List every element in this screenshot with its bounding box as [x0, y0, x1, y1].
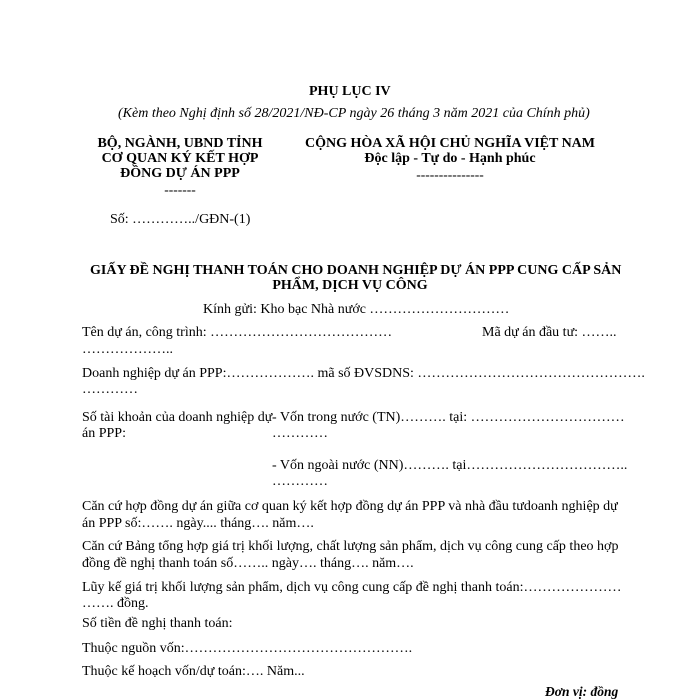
currency-unit: Đơn vị: đồng: [545, 684, 619, 699]
contract-basis-line1: Căn cứ hợp đồng dự án giữa cơ quan ký kết hợp đồng dự án PPP và nhà đầu tưdoanh nghiệp dự: [82, 499, 618, 514]
account-label-cont: án PPP:: [82, 426, 126, 441]
project-code-field: Mã dự án đầu tư: ……..: [482, 325, 617, 340]
account-label: Số tài khoản của doanh nghiệp dự: [82, 410, 273, 425]
capital-source-field: Thuộc nguồn vốn:………………………………………….: [82, 641, 413, 656]
right-divider: ---------------: [416, 167, 484, 182]
project-code-continuation: ………………..: [82, 342, 173, 357]
addressee: Kính gửi: Kho bạc Nhà nước …………………………: [203, 302, 510, 317]
domestic-capital-continuation: …………: [272, 426, 328, 441]
nation-title: CỘNG HÒA XÃ HỘI CHỦ NGHĨA VIỆT NAM: [304, 136, 595, 151]
cumulative-value-line2: ……. đồng.: [82, 596, 149, 611]
contract-basis-line2: án PPP số:……. ngày.... tháng…. năm….: [82, 516, 314, 531]
nation-motto: Độc lập - Tự do - Hạnh phúc: [364, 151, 536, 166]
cumulative-value-line1: Lũy kế giá trị khối lượng sản phẩm, dịch vụ công cung cấp đề nghị thanh toán:…………………: [82, 580, 622, 595]
document-title-line2: PHẨM, DỊCH VỤ CÔNG: [272, 278, 428, 293]
document-title-line1: GIẤY ĐỀ NGHỊ THANH TOÁN CHO DOANH NGHIỆP DỰ ÁN PPP CUNG CẤP SẢN: [90, 263, 622, 278]
document-number: Số: …………../GĐN-(1): [110, 212, 251, 227]
left-divider: -------: [164, 182, 196, 197]
foreign-capital-field: - Vốn ngoài nước (NN)………. tại……………………………..: [272, 458, 628, 473]
company-continuation: …………: [82, 382, 138, 397]
ministry-line: BỘ, NGÀNH, UBND TỈNH: [97, 136, 263, 151]
project-name-field: Tên dự án, công trình: …………………………………: [82, 325, 393, 340]
foreign-capital-continuation: …………: [272, 474, 328, 489]
contract-line: ĐỒNG DỰ ÁN PPP: [120, 166, 240, 181]
summary-basis-line1: Căn cứ Bảng tổng hợp giá trị khối lượng, chất lượng sản phẩm, dịch vụ công cung cấp theo hợp: [82, 539, 619, 554]
appendix-subtitle: (Kèm theo Nghị định số 28/2021/NĐ-CP ngày 26 tháng 3 năm 2021 của Chính phủ): [118, 106, 590, 121]
company-field: Doanh nghiệp dự án PPP:………………. mã số ĐVSDNS: ………………………………………….: [82, 366, 645, 381]
budget-plan-field: Thuộc kế hoạch vốn/dự toán:…. Năm...: [82, 664, 305, 679]
domestic-capital-field: - Vốn trong nước (TN)………. tại: ……………………………: [272, 410, 625, 425]
summary-basis-line2: đồng đề nghị thanh toán số…….. ngày…. tháng…. năm….: [82, 556, 414, 571]
payment-amount-label: Số tiền đề nghị thanh toán:: [82, 616, 233, 631]
agency-line: CƠ QUAN KÝ KẾT HỢP: [101, 151, 259, 166]
appendix-title: PHỤ LỤC IV: [309, 84, 391, 99]
